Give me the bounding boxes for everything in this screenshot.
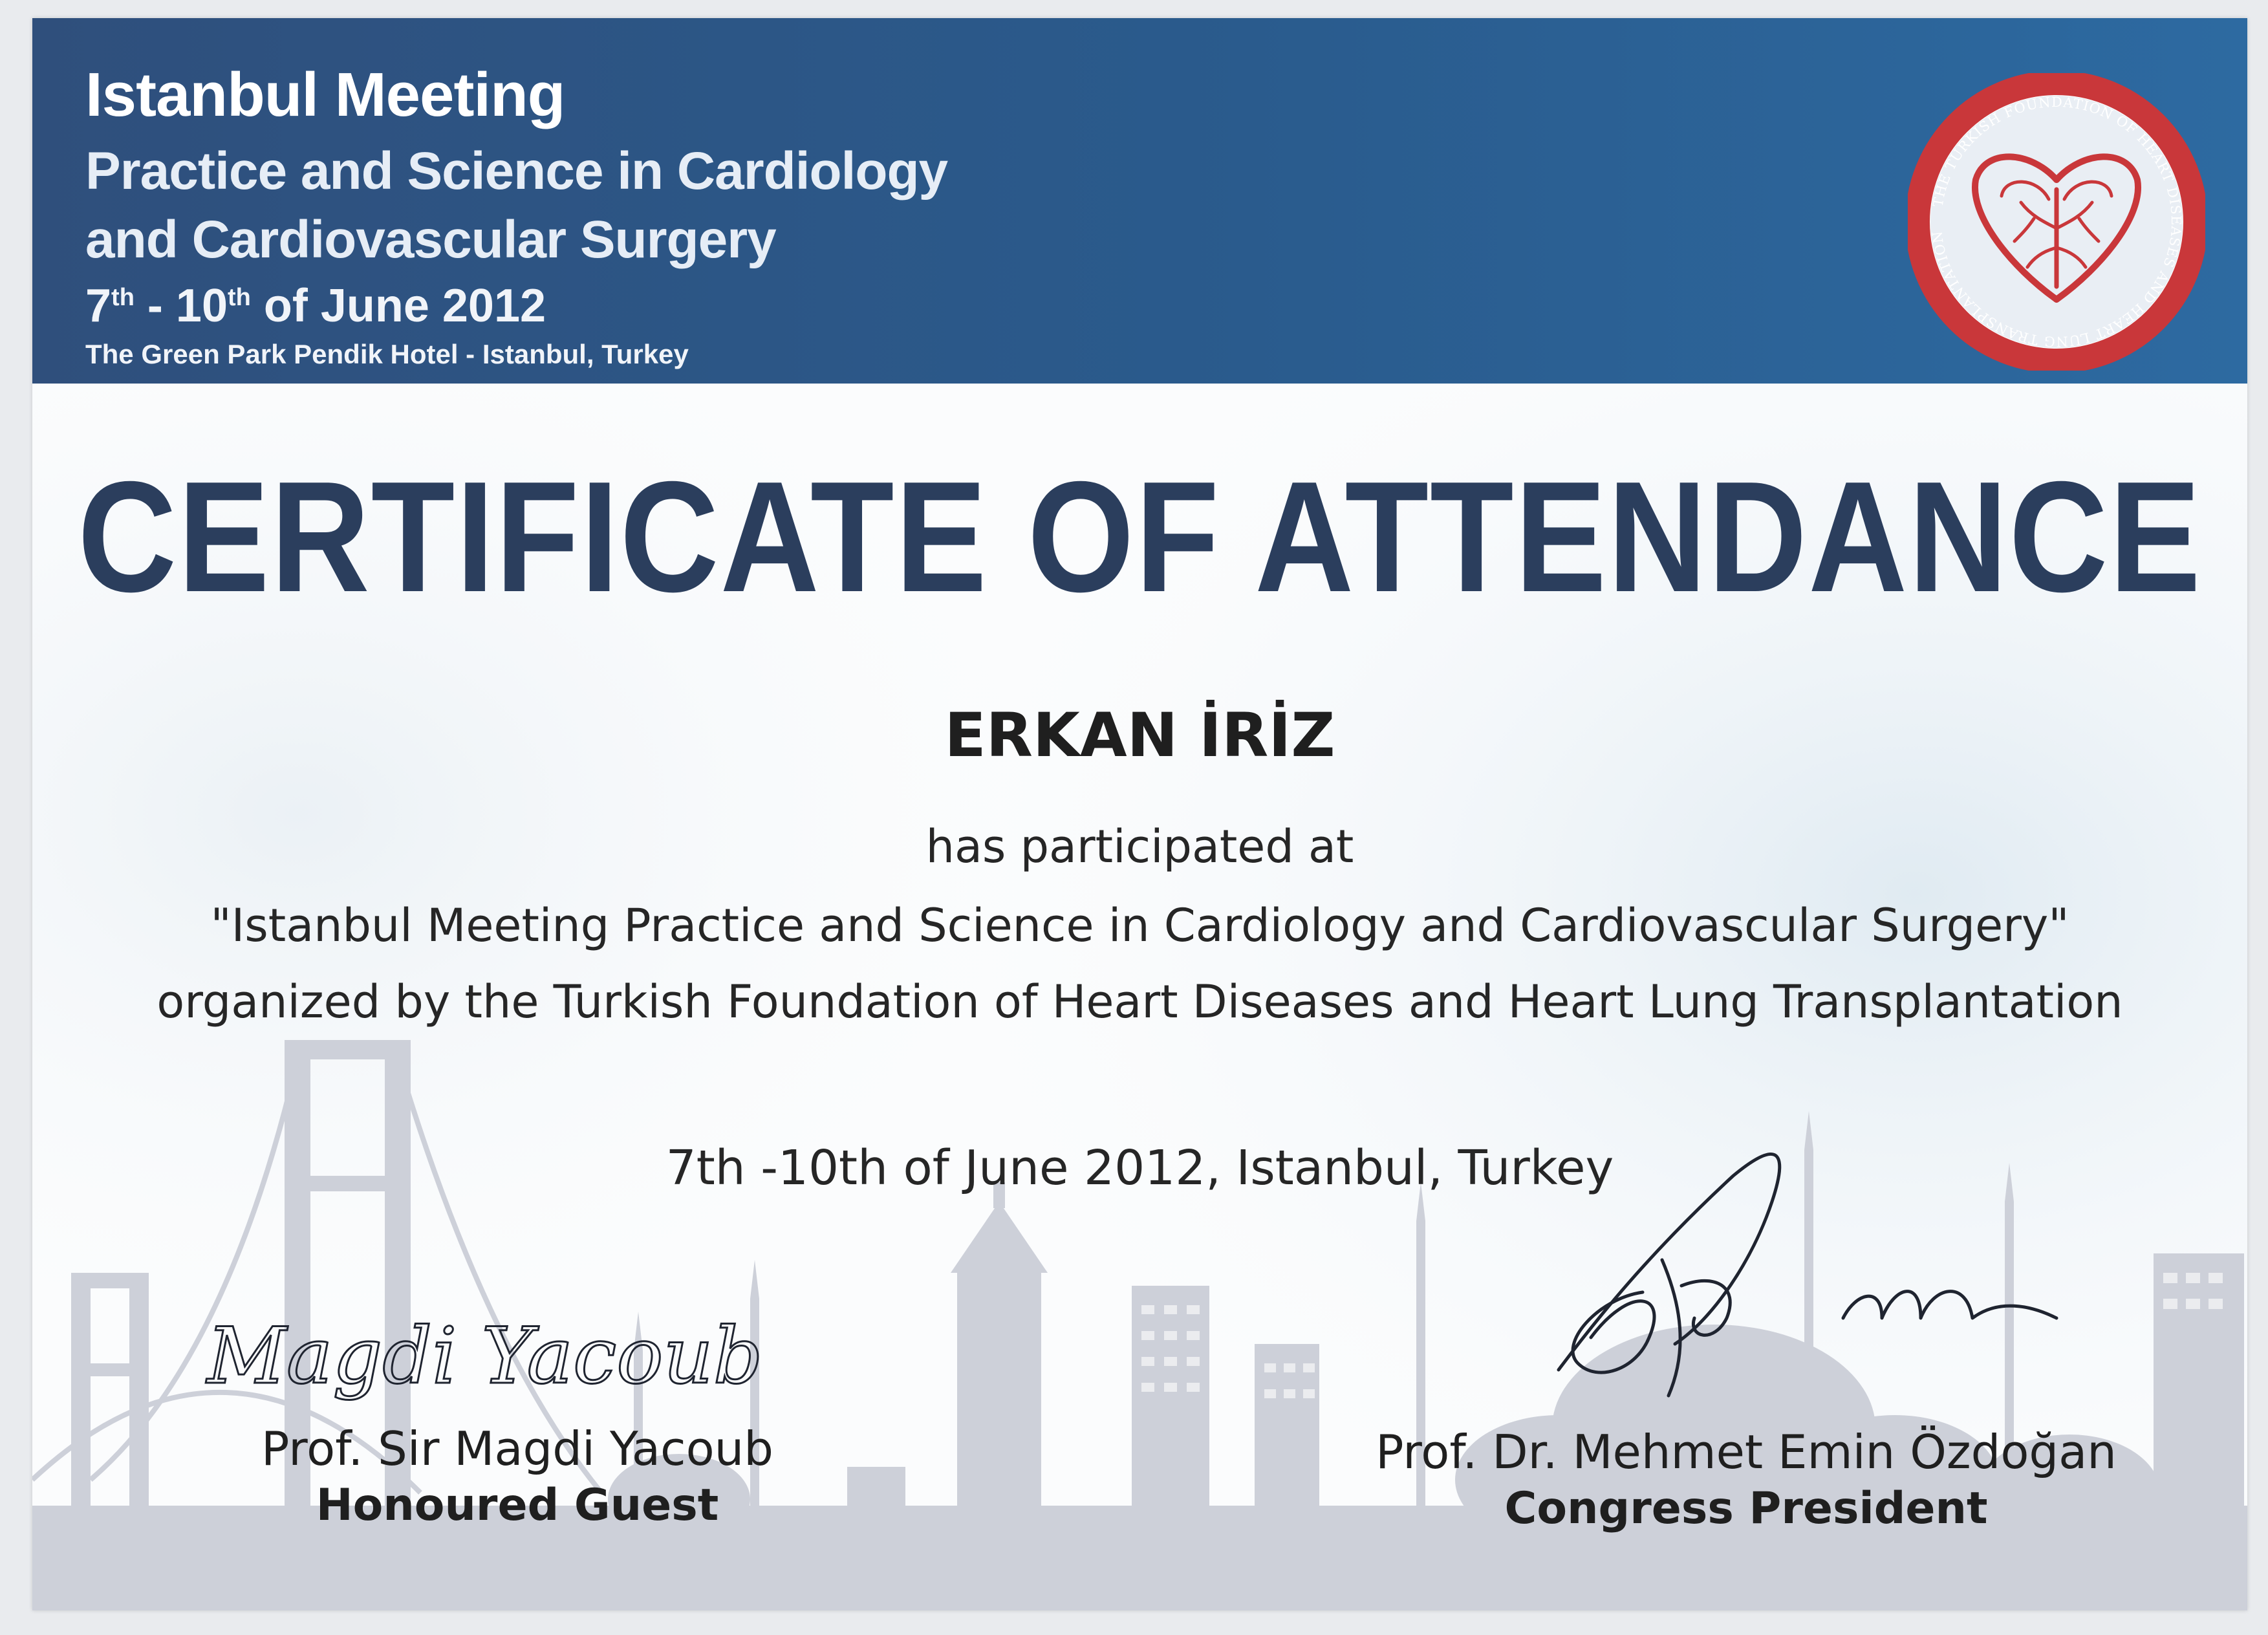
event-dates: 7th - 10th of June 2012	[85, 280, 546, 332]
signatory-name: Prof. Sir Magdi Yacoub	[261, 1422, 773, 1476]
event-name: Istanbul Meeting	[85, 60, 565, 129]
svg-text:Magdi Yacoub: Magdi Yacoub	[207, 1312, 763, 1402]
signatory-role: Congress President	[1504, 1483, 1988, 1534]
event-venue: The Green Park Pendik Hotel - Istanbul, Turkey	[85, 339, 689, 369]
recipient-name: ERKAN İRİZ	[944, 700, 1335, 771]
signatory-left	[226, 1422, 808, 1531]
meeting-name-text: "Istanbul Meeting Practice and Science in Cardiology and Cardiovascular Surgery"	[210, 899, 2069, 952]
signature-ozdogan	[1520, 1124, 2102, 1415]
signatory-right	[1326, 1425, 2166, 1534]
date-place-text: 7th -10th of June 2012, Istanbul, Turkey	[665, 1140, 1614, 1196]
signatory-role: Honoured Guest	[316, 1480, 719, 1531]
certificate-sheet	[32, 18, 2247, 1610]
event-subtitle-line1: Practice and Science in Cardiology	[85, 142, 948, 200]
certificate-title: CERTIFICATE OF ATTENDANCE	[78, 448, 2202, 625]
event-subtitle-line2: and Cardiovascular Surgery	[85, 210, 776, 269]
signature-yacoub	[200, 1266, 783, 1422]
signatory-name: Prof. Dr. Mehmet Emin Özdoğan	[1376, 1425, 2117, 1479]
participation-text: has participated at	[925, 820, 1354, 873]
logo-ring-text: THE TURKISH FOUNDATION OF HEART DISEASES AND HEART LUNG TRANSPLANTATION	[1929, 94, 2185, 350]
foundation-logo	[1908, 73, 2205, 371]
organizer-text: organized by the Turkish Foundation of Heart Diseases and Heart Lung Transplantation	[157, 975, 2123, 1028]
header-band	[32, 18, 2247, 384]
